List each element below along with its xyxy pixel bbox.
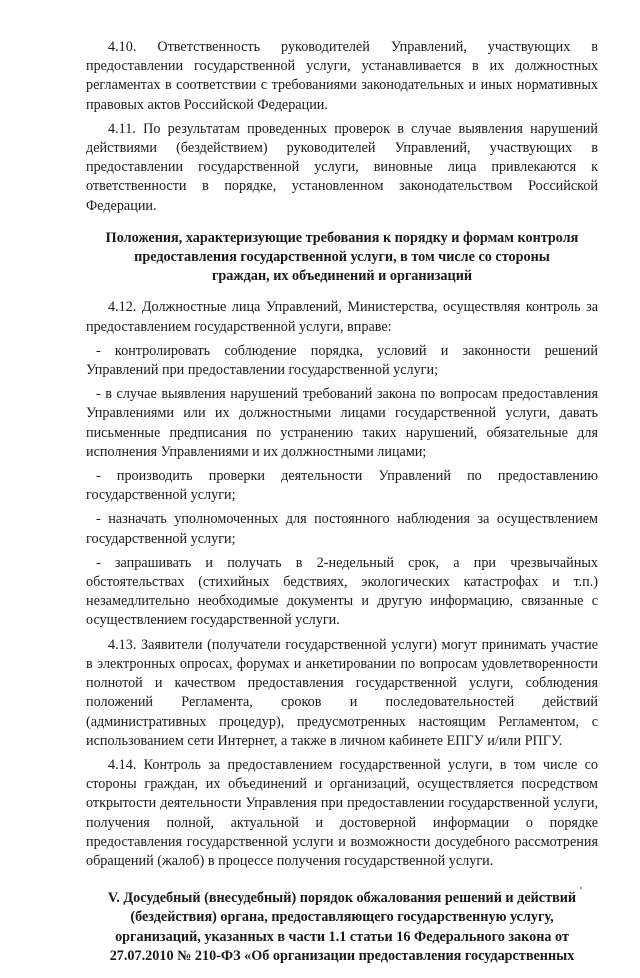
list-item: - контролировать соблюдение порядка, условий и законности решений Управлений при предоставлении государственной услуги; (86, 342, 598, 379)
list-item: - в случае выявления нарушений требований закона по вопросам предоставления Управлениями или их должностными лицами государственной услуги, давать письменные предписания по устранению таких нарушений, обязательные для исполнения Управлениями и их должностными лицами; (86, 386, 598, 460)
list-item: - запрашивать и получать в 2-недельный срок, а при чрезвычайных обстоятельствах (стихийных бедствиях, экологических катастрофах и т.п.) незамедлительно необходимые документы и другую информацию, связанные с осуществлением государственной услуги. (86, 554, 598, 629)
paragraph-4-11: 4.11. По результатам проведенных проверок в случае выявления нарушений действиями (бездействием) руководителей Управлений, участвующих в предоставлении государственной услуги, виновные лица привлекаются к ответственности в порядке, установленном законодательством Российской Федерации. (86, 120, 598, 214)
list-item: - производить проверки деятельности Управлений по предоставлению государственной услуги; (86, 468, 598, 504)
paragraph-4-13: 4.13. Заявители (получатели государственной услуги) могут принимать участие в электронных опросах, форумах и анкетировании по вопросам удовлетворенности полнотой и качеством предоставления государственной услуги, соблюдения положений Регламента, сроков и последовательностей действий (административных процедур), предусмотренных настоящим Регламентом, с использованием сети Интернет, а также в личном кабинете ЕПГУ и/или РПГУ. (86, 636, 598, 749)
document-page (86, 38, 598, 978)
paragraph-4-10: 4.10. Ответственность руководителей Управлений, участвующих в предоставлении государственной услуги, устанавливается в их должностных регламентах в соответствии с требованиями законодательных и иных нормативных правовых актов Российской Федерации. (86, 39, 598, 113)
paragraph-4-14: 4.14. Контроль за предоставлением государственной услуги, в том числе со стороны граждан, их объединений и организаций, осуществляется посредством открытости деятельности Управления при предоставлении государственной услуги, получения полной, актуальной и достоверной информации о порядке предоставления государственной услуги и возможности досудебного рассмотрения обращений (жалоб) в процессе получения государственной услуги. (86, 756, 598, 869)
heading-control-requirements: Положения, характеризующие требования к порядку и формам контроля предоставления государственной услуги, в том числе со стороны граждан, их объединений и организаций (105, 229, 579, 285)
scan-speck (580, 887, 582, 889)
paragraph-4-12: 4.12. Должностные лица Управлений, Министерства, осуществляя контроль за предоставлением государственной услуги, вправе: (86, 299, 598, 335)
list-item: - назначать уполномоченных для постоянного наблюдения за осуществлением государственной услуги; (86, 511, 598, 547)
section-v-heading: V. Досудебный (внесудебный) порядок обжалования решений и действий (бездействия) органа, предоставляющего государственную услугу, организаций, указанных в части 1.1 статьи 16 Федерального закона от 27.07.2010 № 210-ФЗ «Об организации предоставления государственных (107, 890, 577, 964)
